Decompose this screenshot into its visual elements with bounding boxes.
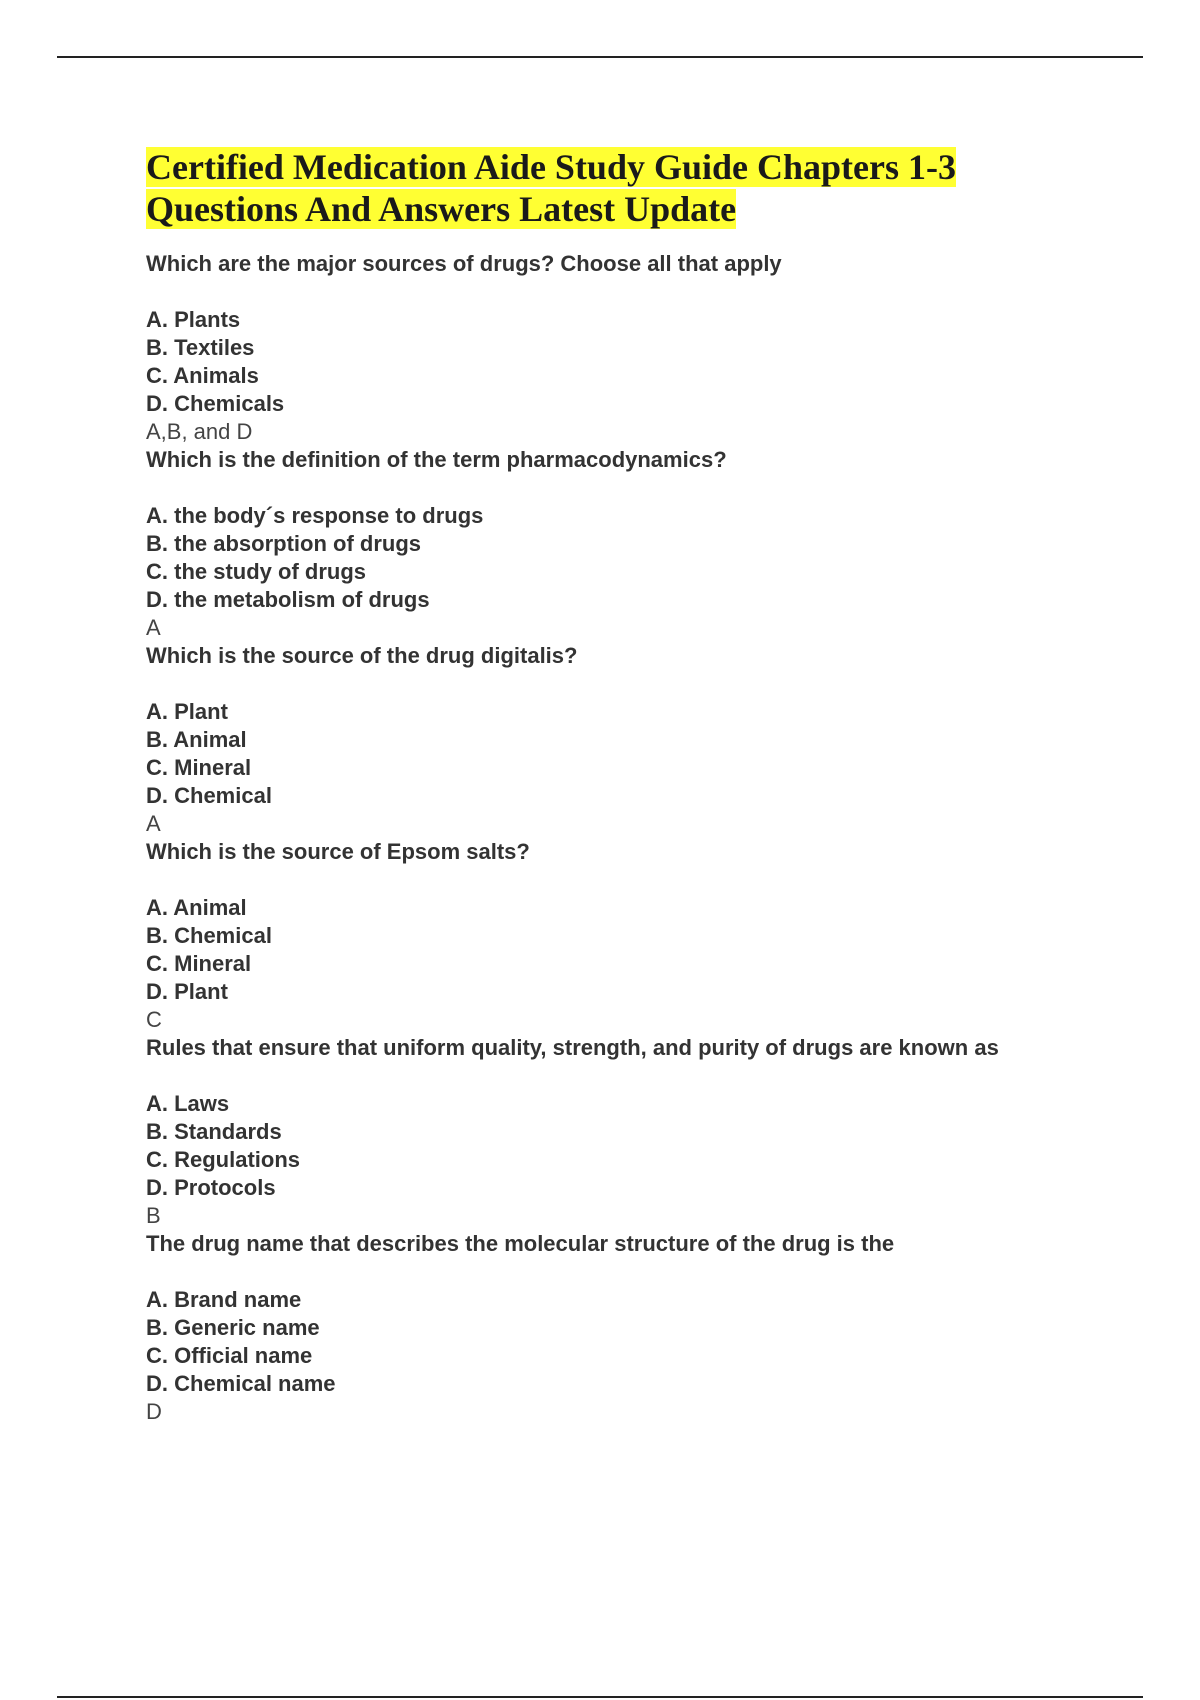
option-b: B. Chemical	[146, 923, 272, 948]
option-b: B. Animal	[146, 727, 247, 752]
option-d: D. Chemical name	[146, 1371, 336, 1396]
option-a: A. Laws	[146, 1091, 230, 1116]
question-text: Which are the major sources of drugs? Choose all that apply	[146, 251, 782, 276]
answer-text: D	[146, 1399, 162, 1424]
question-text: Rules that ensure that uniform quality, strength, and purity of drugs are known as	[146, 1035, 999, 1060]
option-b: B. Textiles	[146, 335, 255, 360]
option-list	[146, 698, 1146, 810]
answer-text: C	[146, 1007, 162, 1032]
footer-divider	[57, 1696, 1143, 1698]
question-block-1	[146, 250, 1146, 446]
question-text: Which is the source of Epsom salts?	[146, 839, 530, 864]
option-a: A. the body´s response to drugs	[146, 503, 484, 528]
answer-text: A,B, and D	[146, 419, 253, 444]
option-d: D. Chemical	[146, 783, 272, 808]
option-a: A. Animal	[146, 895, 247, 920]
option-c: C. Official name	[146, 1343, 313, 1368]
option-c: C. Mineral	[146, 951, 252, 976]
option-a: A. Brand name	[146, 1287, 302, 1312]
option-a: A. Plants	[146, 307, 241, 332]
option-c: C. the study of drugs	[146, 559, 366, 584]
option-c: C. Animals	[146, 363, 259, 388]
question-block-6	[146, 1230, 1146, 1426]
option-b: B. Generic name	[146, 1315, 320, 1340]
question-block-5	[146, 1034, 1146, 1230]
title-line-2: Questions And Answers Latest Update	[146, 189, 737, 229]
option-d: D. Plant	[146, 979, 228, 1004]
header-divider	[57, 56, 1143, 58]
option-c: C. Mineral	[146, 755, 252, 780]
option-list	[146, 306, 1146, 418]
question-text: Which is the source of the drug digitalis?	[146, 643, 578, 668]
option-a: A. Plant	[146, 699, 228, 724]
option-b: B. Standards	[146, 1119, 282, 1144]
answer-text: B	[146, 1203, 161, 1228]
document-title	[146, 146, 1146, 230]
question-block-2	[146, 446, 1146, 642]
option-c: C. Regulations	[146, 1147, 301, 1172]
question-text: The drug name that describes the molecular structure of the drug is the	[146, 1231, 895, 1256]
option-list	[146, 894, 1146, 1006]
option-d: D. Chemicals	[146, 391, 285, 416]
option-list	[146, 1286, 1146, 1398]
option-list	[146, 1090, 1146, 1202]
title-line-1: Certified Medication Aide Study Guide Chapters 1-3	[146, 147, 956, 187]
option-list	[146, 502, 1146, 614]
answer-text: A	[146, 615, 161, 640]
option-d: D. Protocols	[146, 1175, 276, 1200]
option-b: B. the absorption of drugs	[146, 531, 421, 556]
question-block-3	[146, 642, 1146, 838]
document-body	[146, 146, 1146, 1426]
answer-text: A	[146, 811, 161, 836]
question-text: Which is the definition of the term pharmacodynamics?	[146, 447, 727, 472]
question-block-4	[146, 838, 1146, 1034]
option-d: D. the metabolism of drugs	[146, 587, 430, 612]
